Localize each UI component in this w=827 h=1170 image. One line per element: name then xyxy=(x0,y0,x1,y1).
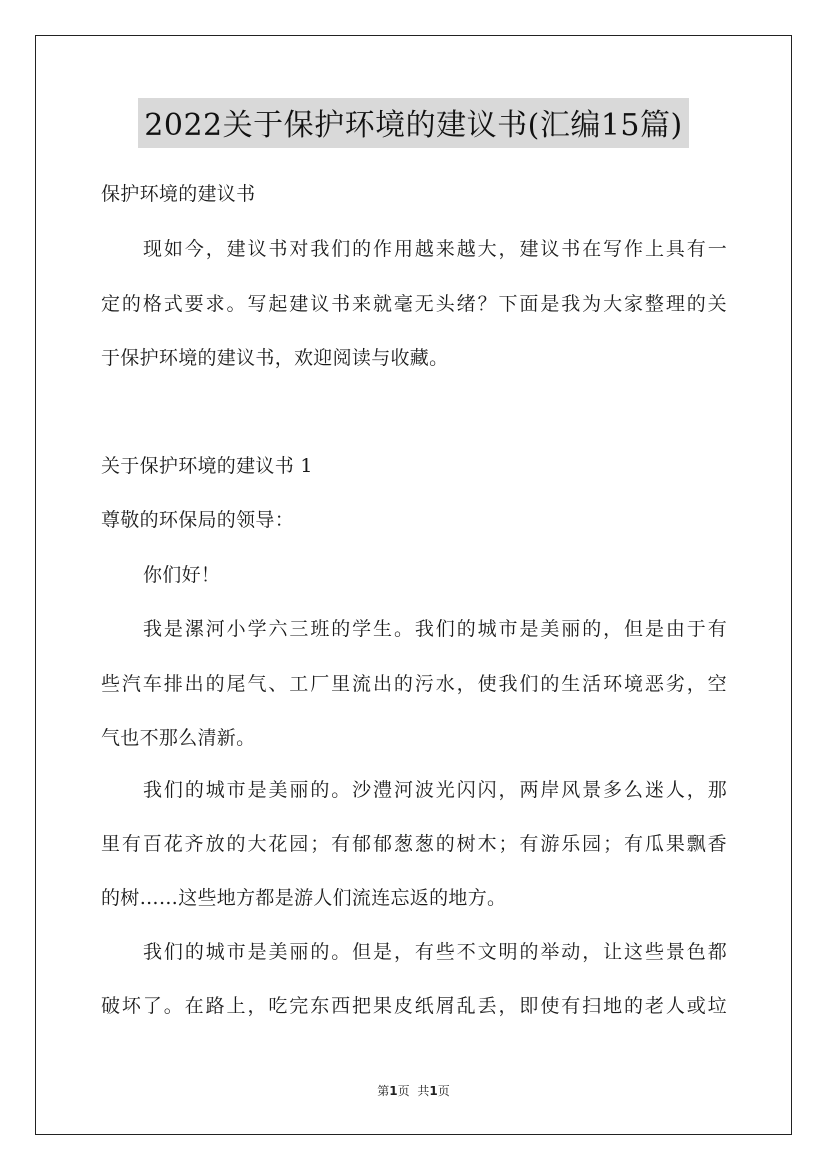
document-title: 2022关于保护环境的建议书(汇编15篇) xyxy=(138,98,688,148)
section-heading: 关于保护环境的建议书 1 xyxy=(101,455,313,477)
total-suffix: 页 xyxy=(437,1084,450,1098)
page-suffix: 页 xyxy=(397,1084,410,1098)
paragraph-line: 气也不那么清新。 xyxy=(101,727,256,749)
salutation: 尊敬的环保局的领导： xyxy=(101,509,295,531)
paragraph-line: 些汽车排出的尾气、工厂里流出的污水，使我们的生活环境恶劣，空 xyxy=(101,673,727,695)
paragraph-line: 我们的城市是美丽的。沙澧河波光闪闪，两岸风景多么迷人，那 xyxy=(143,779,727,801)
paragraph-line: 我是漯河小学六三班的学生。我们的城市是美丽的，但是由于有 xyxy=(143,618,727,640)
page-number: 1 xyxy=(389,1084,398,1098)
greeting: 你们好！ xyxy=(143,564,221,586)
intro-line: 于保护环境的建议书，欢迎阅读与收藏。 xyxy=(101,347,449,369)
intro-line: 定的格式要求。写起建议书来就毫无头绪？下面是我为大家整理的关 xyxy=(101,293,727,315)
page-prefix: 第 xyxy=(377,1084,390,1098)
paragraph-line: 破坏了。在路上，吃完东西把果皮纸屑乱丢，即使有扫地的老人或垃 xyxy=(101,995,727,1017)
paragraph-line: 里有百花齐放的大花园；有郁郁葱葱的树木；有游乐园；有瓜果飘香 xyxy=(101,833,727,855)
title-container xyxy=(0,98,827,148)
total-pages: 1 xyxy=(429,1084,438,1098)
total-prefix: 共 xyxy=(417,1084,430,1098)
paragraph-line: 我们的城市是美丽的。但是，有些不文明的举动，让这些景色都 xyxy=(143,941,727,963)
page-footer xyxy=(0,1082,827,1099)
paragraph-line: 的树……这些地方都是游人们流连忘返的地方。 xyxy=(101,887,507,909)
intro-line: 现如今，建议书对我们的作用越来越大，建议书在写作上具有一 xyxy=(143,238,727,260)
intro-heading: 保护环境的建议书 xyxy=(101,183,256,205)
